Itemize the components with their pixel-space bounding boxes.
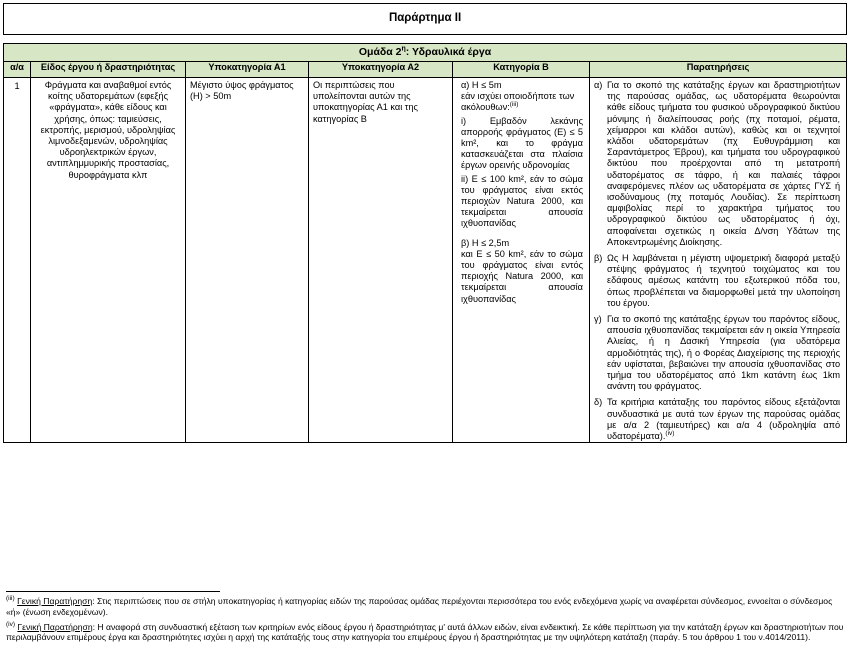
b-criterion-a-ii: ii) Ε ≤ 100 km², εάν το σώμα του φράγματος είναι εκτός περιοχών Natura 2000, και τεκμαίρεται απουσία ιχθυοπανίδας	[461, 173, 583, 229]
table-row	[4, 78, 847, 443]
footnote-rule	[6, 591, 220, 592]
footnote-ref-iii: (iii)	[509, 101, 519, 109]
row-number: 1	[4, 78, 31, 443]
category-b-cell	[453, 78, 590, 443]
note-a: α) Για το σκοπό της κατάταξης έργων και δραστηριοτήτων της παρούσας ομάδας, ως υδατορέματα θεωρούνται κάθε είδους τμήματα του φυσικού υδρογραφικού δικτύου μόνιμης ή διαλείπουσας ροής (πχ ποταμοί, ρέματα, χείμαρροι και κλάδοι αυτών), καθώς και οι τεχνητοί κλάδοι υδατορεμάτων (πχ Ευθυγράμμιση και Σαραντάμετρος Έβρου), και τμήματα του υδρογραφικού δικτύου που προέρχονται από τη μετατροπή υδατορέματος σε τάφρο, ή και παλαιές τάφροι αναφερόμενες πλέον ως υδατορέματα σε χάρτες ΓΥΣ ή ισοδύναμους (πχ ποταμός Λουδίας). Σε περίπτωση αμφιβολίας περί το χαρακτήρα τμήματος του υδρογραφικού δικτύου ως υδατορέματος ή όχι, αποφαίνεται σχετικώς η οικεία Δ/νση Υδάτων της Αποκεντρωμένης Διοίκησης.	[594, 80, 841, 247]
note-d: δ) Τα κριτήρια κατάταξης του παρόντος είδους εξετάζονται συνδυαστικά με αυτά των έργων της παρούσας ομάδας με α/α 2 (ταμιευτήρες) και α/α 4 (υδροληψία από υδατορέματα).$^{(iv)}$	[594, 397, 841, 442]
group-label-rest: : Υδραυλικά έργα	[405, 45, 492, 58]
group-header	[4, 44, 847, 62]
project-type-cell: Φράγματα και αναβαθμοί εντός κοίτης υδατορεμάτων (εφεξής «φράγματα», κάθε είδους και χρήσης, όπως: ταμιεύσεις, εκτροπής, μερισμού, υδροληψίας λιμνοδεξαμενών, υδροληψίας υδροηλεκτρικών έργων, αντιπλημμυρικής προστασίας, θυροφράγματα κλπ	[31, 78, 186, 443]
col-header-a2: Υποκατηγορία Α2	[309, 62, 453, 78]
spacer	[4, 35, 847, 44]
footnote-ref-iv: (iv)	[665, 430, 675, 438]
col-header-a1: Υποκατηγορία Α1	[186, 62, 309, 78]
subcategory-a1-cell: Μέγιστο ύψος φράγματος (Η) > 50m	[186, 78, 309, 443]
subcategory-a2-cell: Οι περιπτώσεις που υπολείπονται αυτών της υποκατηγορίας Α1 και της κατηγορίας Β	[309, 78, 453, 443]
footnotes	[6, 596, 844, 647]
group-label-sup: η	[401, 45, 406, 53]
col-header-type: Είδος έργου ή δραστηριότητας	[31, 62, 186, 78]
annex-table	[3, 3, 847, 443]
col-header-no: α/α	[4, 62, 31, 78]
annex-title: Παράρτημα ΙΙ	[4, 4, 847, 35]
notes-cell	[590, 78, 847, 443]
col-header-notes: Παρατηρήσεις	[590, 62, 847, 78]
note-b: β) Ως Η λαμβάνεται η μέγιστη υψομετρική διαφορά μεταξύ στέψης φράγματος ή τεχνητού τοιχώματος και του εδάφους αμέσως κατάντη του εξωτερικού πόδα του, όπως προβλέπεται να διαμορφωθεί μετά την υλοποίηση του έργου.	[594, 253, 841, 308]
footnote-iii-label: Γενική Παρατήρηση	[17, 596, 93, 606]
b-criterion-b-body: και Ε ≤ 50 km², εάν το σώμα του φράγματος είναι εντός περιοχής Natura 2000, και τεκμαίρεται απουσία ιχθυοπανίδας	[461, 248, 583, 304]
footnote-iii: $^{(iii)}$ Γενική Παρατήρηση: Στις περιπτώσεις που σε στήλη υποκατηγορίας ή κατηγορίας ειδών της παρούσας ομάδας περιέχονται περισσότερα του ενός ενδεχόμενα χωρίς να αναφέρεται σύνδεσμος, εννοείται ο σύνδεσμος «ή» (ένωση ενδεχομένων).	[6, 595, 833, 617]
b-criterion-a-head: α) Η ≤ 5m	[461, 80, 502, 90]
col-header-b: Κατηγορία Β	[453, 62, 590, 78]
footnote-iv: $^{(iv)}$ Γενική Παρατήρηση: Η αναφορά στη συνδυαστική εξέταση των κριτηρίων ενός είδους έργου ή δραστηριότητας μ' αυτά άλλων ειδών, είναι ενδεικτική. Σε κάθε περίπτωση για την κατάταξη έργων και δραστηριοτήτων που περιλαμβάνουν επιμέρους έργα και δραστηριότητες ισχύει η αρχή της κατάταξής τους στην κατηγορία του επιμέρους έργου ή δραστηριότητας με την υψηλότερη κατάταξη (παράγ. 5 του άρθρου 1 του ν.4014/2011).	[6, 620, 844, 643]
column-header-row	[4, 62, 847, 78]
b-criterion-b-head: β) Η ≤ 2,5m	[461, 237, 510, 248]
note-c: γ) Για το σκοπό της κατάταξης έργων του παρόντος είδους, απουσία ιχθυοπανίδας τεκμαίρεται εάν η οικεία Υπηρεσία Αλιείας, ή η Δασική Υπηρεσία (για υδατόρεμα αρμοδιότητάς της), ή ο Φορέας Διαχείρισης της περιοχής εάν υφίσταται, βεβαιώνει την απουσία ιχθυοπανίδας στο τμήμα του υδατορέματος από 1km κατάντη έως 1km ανάντη του φράγματος.	[594, 314, 841, 392]
group-label: Ομάδα 2	[358, 45, 402, 58]
footnote-iv-label: Γενική Παρατήρηση	[17, 621, 93, 632]
b-criterion-a-i: i) Εμβαδόν λεκάνης απορροής φράγματος (Ε) ≤ 5 km², και το φράγμα κατασκευάζεται στα πλαίσια έργων ορεινής υδρονομίας	[461, 115, 583, 171]
b-criterion-a-condition: εάν ισχύει οποιοδήποτε των ακόλουθων:$^{(iii)}$	[461, 91, 575, 113]
